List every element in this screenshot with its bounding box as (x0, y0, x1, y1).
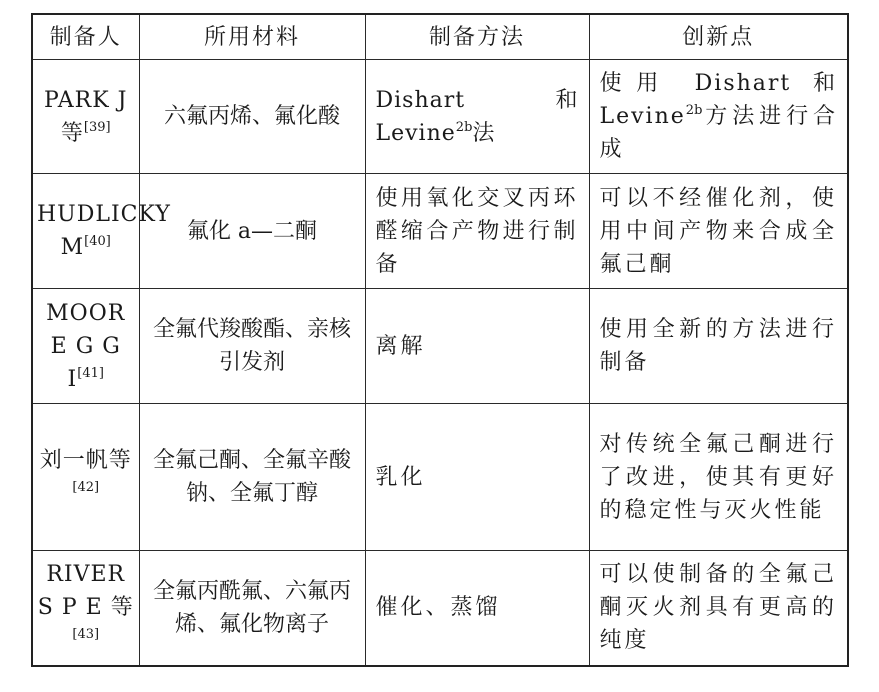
table-row (32, 174, 848, 289)
materials-cell: 全氟代羧酸酯、亲核引发剂 (139, 289, 365, 404)
innovation-text-pre: 使用 Dishart 和 Levine (599, 71, 837, 129)
reference-number: [39] (83, 119, 111, 135)
preparer-cell (32, 60, 139, 174)
reference-number: [42] (72, 480, 100, 495)
header-method: 制备方法 (365, 14, 589, 60)
method-cell: 乳化 (365, 404, 589, 551)
header-preparer: 制备人 (32, 14, 139, 60)
method-cell: 催化、蒸馏 (365, 551, 589, 666)
header-innovation: 创新点 (589, 14, 848, 60)
innovation-text-post: 方法进行合成 (599, 104, 837, 162)
materials-cell: 全氟丙酰氟、六氟丙烯、氟化物离子 (139, 551, 365, 666)
table-row (32, 551, 848, 666)
method-tail: 法 (472, 120, 496, 146)
table-row (32, 404, 848, 551)
materials-cell: 全氟己酮、全氟辛酸钠、全氟丁醇 (139, 404, 365, 551)
innovation-cell: 可以使制备的全氟己酮灭火剂具有更高的纯度 (589, 551, 848, 666)
table-row (32, 60, 848, 174)
materials-cell: 氟化 a—二酮 (139, 174, 365, 289)
innovation-cell (589, 60, 848, 174)
preparer-cell (32, 174, 171, 289)
preparer-cell (32, 289, 139, 404)
comparison-table (31, 13, 849, 667)
method-cell: 离解 (365, 289, 589, 404)
method-text: Dishart 和 Levine (375, 87, 579, 146)
reference-number: [43] (72, 627, 100, 643)
preparer-name: 刘一帆等 (39, 448, 132, 473)
method-cell: 使用氧化交叉丙环醛缩合产物进行制备 (365, 174, 589, 289)
preparer-name: PARK J等 (44, 87, 128, 146)
innovation-cell: 可以不经催化剂，使用中间产物来合成全氟己酮 (589, 174, 848, 289)
innovation-superscript: 2b (685, 103, 703, 118)
table-row (32, 289, 848, 404)
reference-number: [40] (84, 234, 111, 249)
method-superscript: 2b (455, 119, 473, 135)
innovation-cell: 使用全新的方法进行制备 (589, 289, 848, 404)
method-cell (365, 60, 589, 174)
materials-cell: 六氟丙烯、氟化酸 (139, 60, 365, 174)
preparer-name: HUDLICKY M (37, 202, 171, 260)
table-header-row (32, 14, 848, 60)
innovation-cell: 对传统全氟己酮进行了改进，使其有更好的稳定性与灭火性能 (589, 404, 848, 551)
preparer-name: MOOR E G G I (46, 300, 126, 392)
reference-number: [41] (77, 365, 104, 381)
preparer-cell (32, 551, 139, 666)
header-materials: 所用材料 (139, 14, 365, 60)
preparer-cell (32, 404, 139, 551)
preparer-name: RIVER S P E 等 (37, 562, 134, 621)
